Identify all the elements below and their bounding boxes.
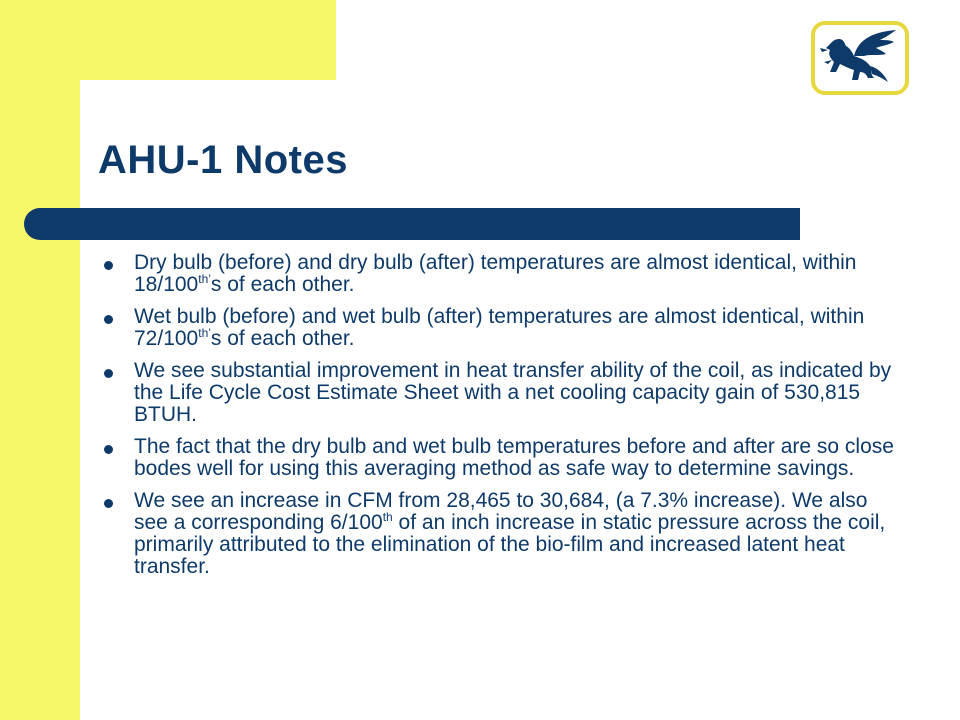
bullet-list: [100, 252, 900, 588]
bullet-text: Wet bulb (before) and wet bulb (after) temperatures are almost identical, within 72/100: [134, 305, 865, 350]
bullet-text: The fact that the dry bulb and wet bulb temperatures before and after are so close bodes well for using this averaging method as safe way to determine savings.: [134, 435, 894, 480]
griffin-logo-icon: [810, 20, 910, 96]
bullet-dot: [104, 369, 113, 378]
bullet-item: [100, 436, 900, 480]
bullet-dot: [104, 261, 113, 270]
bullet-text: Dry bulb (before) and dry bulb (after) temperatures are almost identical, within 18/100: [134, 251, 857, 296]
bullet-text-end: s of each other.: [210, 273, 355, 296]
bullet-superscript: th’: [198, 326, 211, 340]
bullet-text-end: of an inch increase in static pressure across the coil, primarily attributed to the elimination of the bio-film and increased latent heat transfer.: [134, 511, 886, 578]
bullet-text: We see an increase in CFM from 28,465 to 30,684, (a 7.3% increase). We also see a corresponding 6/100: [134, 489, 868, 534]
bullet-superscript: th: [382, 510, 393, 524]
bullet-item: [100, 360, 900, 426]
bullet-item: [100, 306, 900, 350]
slide-title: AHU-1 Notes: [98, 138, 348, 182]
bullet-dot: [104, 315, 113, 324]
bullet-item: [100, 252, 900, 296]
yellow-side-band: [0, 0, 80, 720]
bullet-superscript: th’: [198, 272, 211, 286]
bullet-item: [100, 490, 900, 578]
yellow-top-band: [0, 0, 336, 80]
bullet-dot: [104, 445, 113, 454]
bullet-dot: [104, 499, 113, 508]
title-underline-bar: [24, 208, 800, 240]
bullet-text-end: s of each other.: [210, 327, 355, 350]
bullet-text: We see substantial improvement in heat transfer ability of the coil, as indicated by the Life Cycle Cost Estimate Sheet with a net cooling capacity gain of 530,815 BTUH.: [134, 359, 892, 426]
